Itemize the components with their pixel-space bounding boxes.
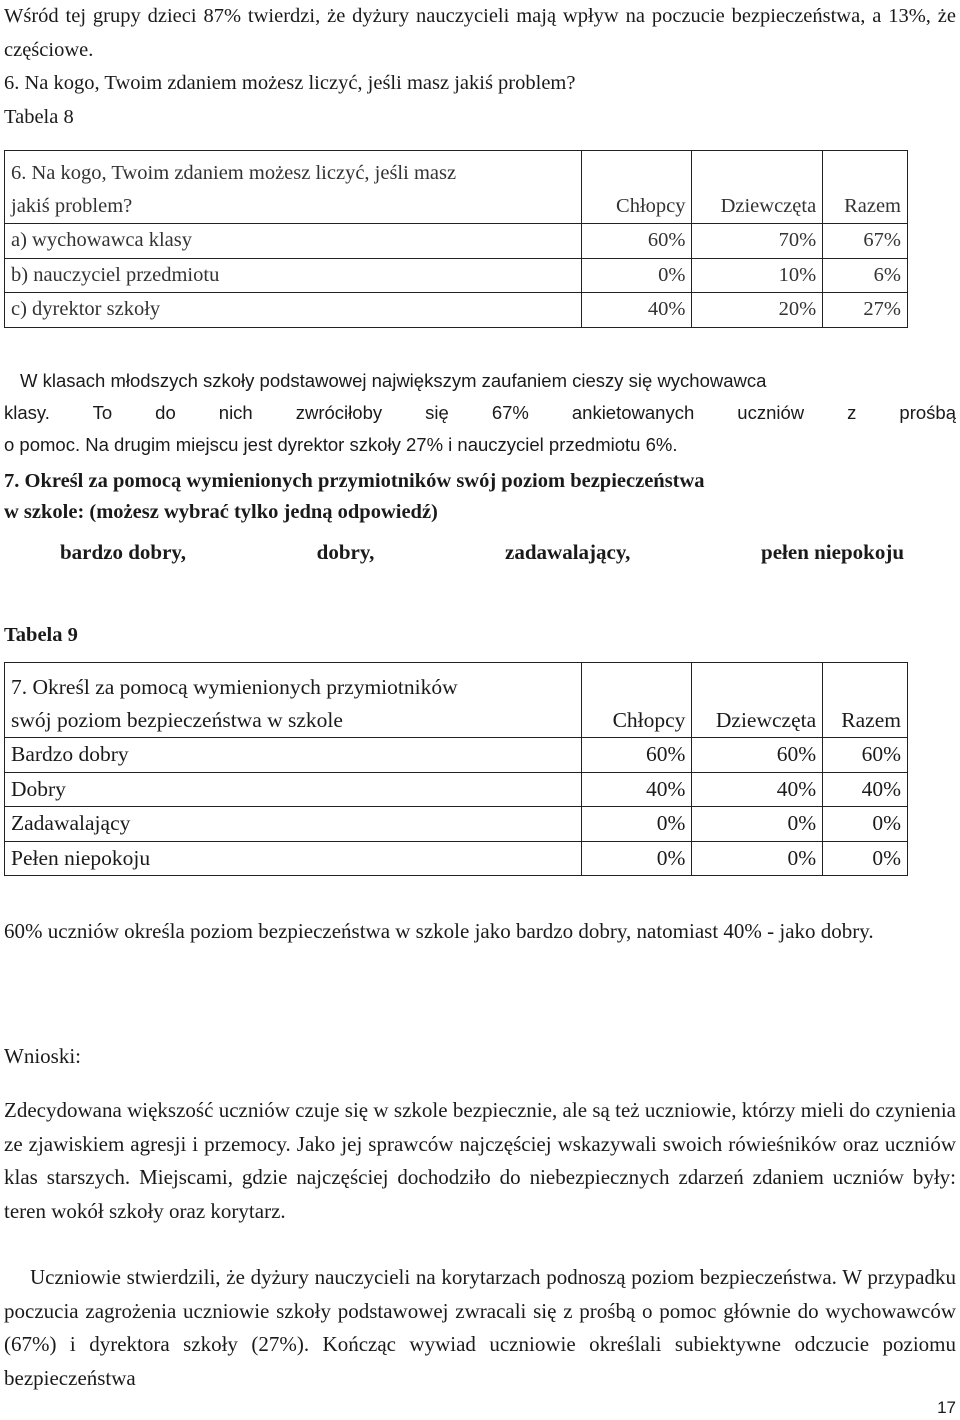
conclusions-heading: Wnioski:	[4, 1044, 81, 1068]
conclusions-paragraph-2: Uczniowie stwierdzili, że dyżury nauczycieli na korytarzach podnoszą poziom bezpieczeństwa. W przypadku poczucia zagrożenia uczniowie szkoły podstawowej zwracali się z prośbą o pomoc głównie do wychowawców (67%) i dyrektora szkoły (27%). Kończąc wywiad uczniowie określali subiektywne odczucie poziomu bezpieczeństwa	[4, 1265, 956, 1390]
cell-value: 0%	[581, 807, 692, 842]
table-row	[5, 663, 908, 738]
option-label: pełen niepokoju	[761, 540, 904, 564]
cell-value: 40%	[581, 293, 692, 328]
comment-line: klasy. To do nich zwróciłoby się 67% ankietowanych uczniów z prośbą	[4, 402, 956, 423]
q7-title-line: w szkole: (możesz wybrać tylko jedną odpowiedź)	[4, 501, 438, 523]
cell-value: 0%	[823, 807, 908, 842]
table-corner-line: swój poziom bezpieczeństwa w szkole	[11, 708, 343, 732]
q7-table-label: Tabela 9	[4, 624, 78, 646]
header-razem: Razem	[823, 151, 908, 224]
cell-value: 60%	[581, 224, 692, 259]
cell-value: 27%	[823, 293, 908, 328]
q7-comment: 60% uczniów określa poziom bezpieczeństwa w szkole jako bardzo dobry, natomiast 40% - jako dobry.	[4, 919, 874, 943]
row-label: a) wychowawca klasy	[5, 224, 582, 259]
table-corner-line: jakiś problem?	[11, 195, 133, 217]
cell-value: 70%	[692, 224, 823, 259]
comment-line: o pomoc. Na drugim miejscu jest dyrektor szkoły 27% i nauczyciel przedmiotu 6%.	[4, 434, 678, 455]
header-razem: Razem	[823, 663, 908, 738]
table-corner-cell	[5, 151, 582, 224]
header-dziewczeta: Dziewczęta	[692, 151, 823, 224]
cell-value: 0%	[581, 258, 692, 293]
table-row	[5, 293, 908, 328]
header-dziewczeta: Dziewczęta	[692, 663, 823, 738]
header-chlopcy: Chłopcy	[581, 663, 692, 738]
cell-value: 0%	[823, 841, 908, 876]
table-corner-cell	[5, 663, 582, 738]
row-label: Pełen niepokoju	[5, 841, 582, 876]
cell-value: 0%	[692, 841, 823, 876]
table-9	[4, 662, 908, 876]
cell-value: 60%	[581, 738, 692, 773]
intro-paragraph: Wśród tej grupy dzieci 87% twierdzi, że dyżury nauczycieli mają wpływ na poczucie bezpieczeństwa, a 13%, że częściowe.	[4, 5, 956, 61]
page-number: 17	[937, 1398, 956, 1417]
cell-value: 67%	[823, 224, 908, 259]
cell-value: 6%	[823, 258, 908, 293]
table-8	[4, 150, 908, 328]
q7-title-line: 7. Określ za pomocą wymienionych przymiotników swój poziom bezpieczeństwa	[4, 470, 705, 492]
q6-table-label: Tabela 8	[4, 106, 74, 128]
q7-title	[4, 466, 956, 528]
table-row	[5, 841, 908, 876]
table-row	[5, 151, 908, 224]
row-label: Bardzo dobry	[5, 738, 582, 773]
cell-value: 0%	[692, 807, 823, 842]
q7-options	[4, 536, 956, 570]
table-row	[5, 772, 908, 807]
table-corner-line: 6. Na kogo, Twoim zdaniem możesz liczyć, jeśli masz	[11, 162, 457, 184]
cell-value: 60%	[823, 738, 908, 773]
q6-title: 6. Na kogo, Twoim zdaniem możesz liczyć, jeśli masz jakiś problem?	[4, 72, 576, 94]
table-corner-line: 7. Określ za pomocą wymienionych przymiotników	[11, 675, 458, 699]
cell-value: 60%	[692, 738, 823, 773]
option-label: zadawalający,	[505, 540, 631, 564]
cell-value: 40%	[692, 772, 823, 807]
row-label: c) dyrektor szkoły	[5, 293, 582, 328]
table-row	[5, 258, 908, 293]
table-row	[5, 224, 908, 259]
document-page	[4, 0, 956, 1420]
row-label: Dobry	[5, 772, 582, 807]
cell-value: 10%	[692, 258, 823, 293]
table-row	[5, 807, 908, 842]
option-label: dobry,	[316, 540, 375, 564]
header-chlopcy: Chłopcy	[581, 151, 692, 224]
cell-value: 0%	[581, 841, 692, 876]
q6-comment	[4, 365, 956, 461]
conclusions-paragraph-1: Zdecydowana większość uczniów czuje się w szkole bezpiecznie, ale są też uczniowie, którzy mieli do czynienia ze zjawiskiem agresji i przemocy. Jako jej sprawców najczęściej wskazywali swoich rówieśników oraz uczniów klas starszych. Miejscami, gdzie najczęściej dochodziło do niebezpiecznych zdarzeń zdaniem uczniów były: teren wokół szkoły oraz korytarz.	[4, 1098, 956, 1223]
cell-value: 40%	[823, 772, 908, 807]
cell-value: 20%	[692, 293, 823, 328]
comment-line: W klasach młodszych szkoły podstawowej największym zaufaniem cieszy się wychowawca	[20, 370, 767, 391]
option-label: bardzo dobry,	[60, 540, 187, 564]
row-label: Zadawalający	[5, 807, 582, 842]
row-label: b) nauczyciel przedmiotu	[5, 258, 582, 293]
table-row	[5, 738, 908, 773]
cell-value: 40%	[581, 772, 692, 807]
